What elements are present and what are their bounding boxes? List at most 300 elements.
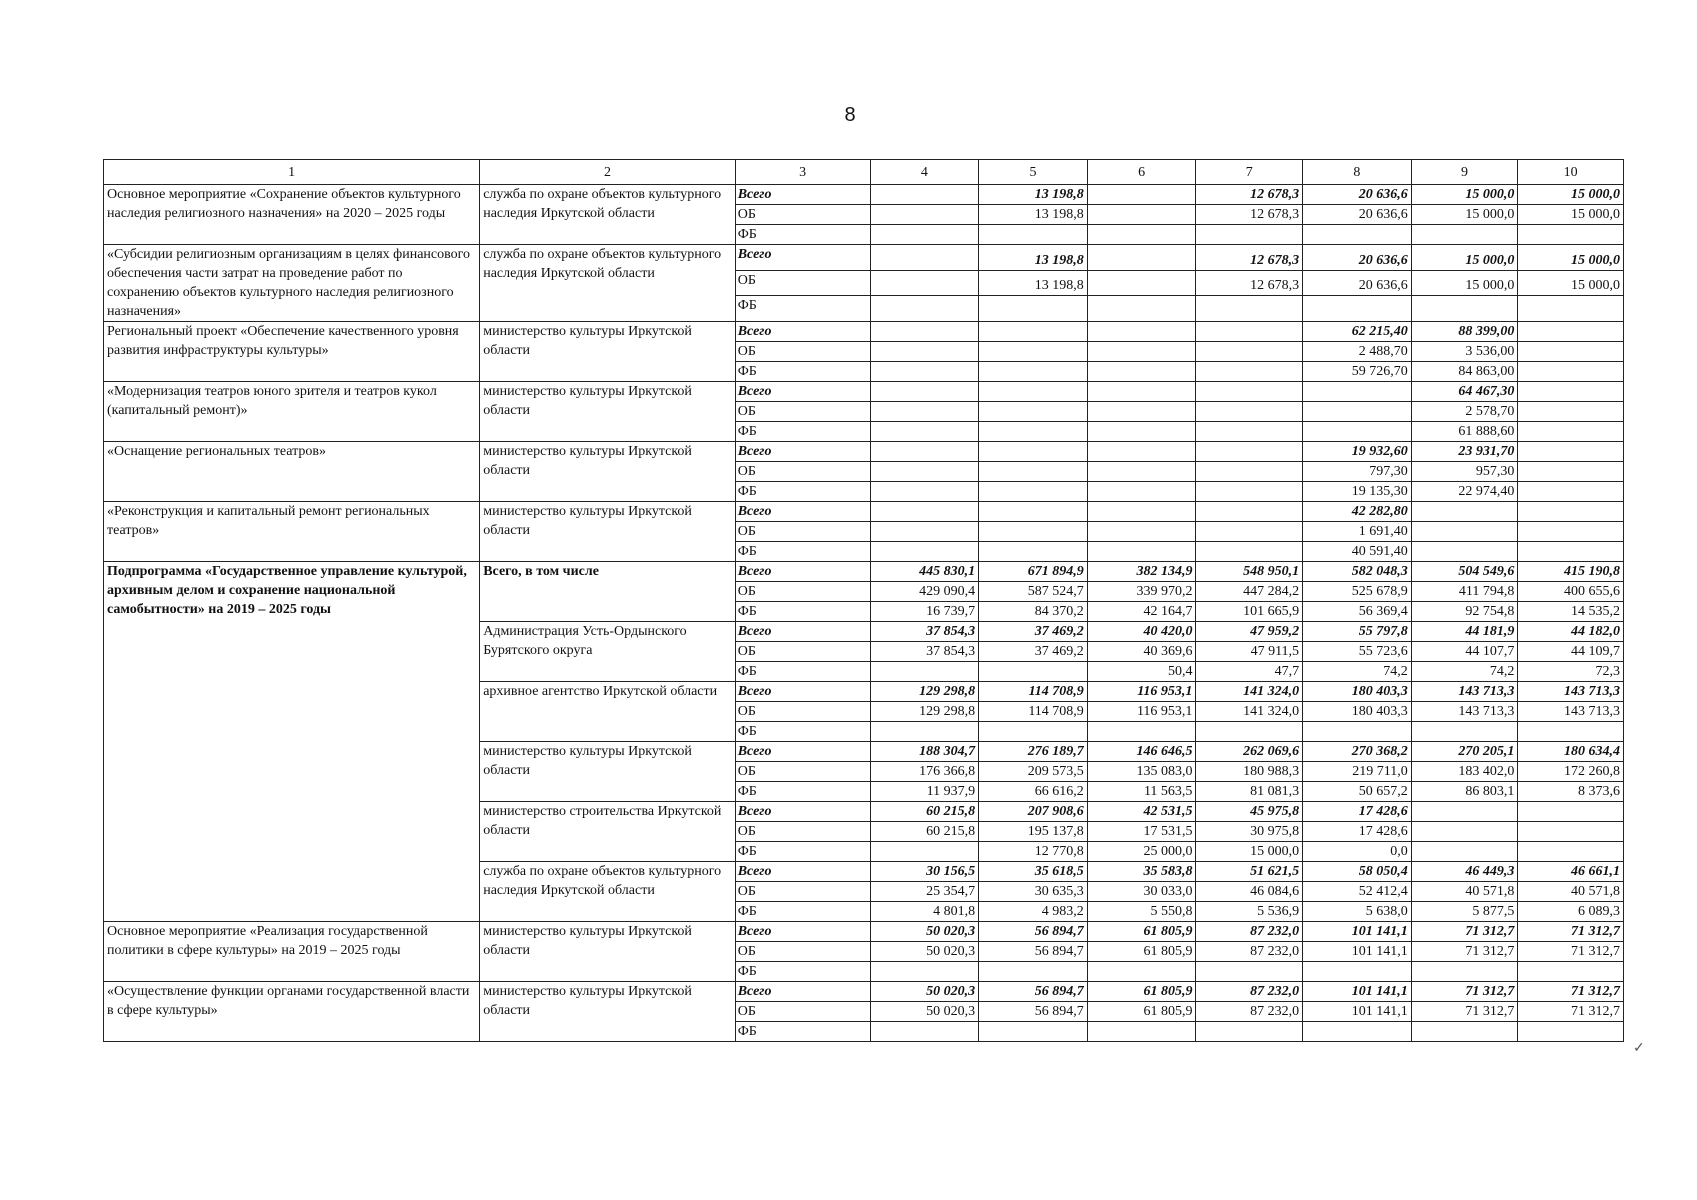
amount-cell [1518,962,1624,982]
amount-cell [870,296,979,322]
amount-cell [870,342,979,362]
amount-cell: 60 215,8 [870,802,979,822]
amount-cell [979,296,1088,322]
amount-cell [1518,842,1624,862]
amount-cell: 71 312,7 [1411,1002,1518,1022]
amount-cell [870,422,979,442]
amount-cell [1087,296,1196,322]
amount-cell [870,542,979,562]
amount-cell: 45 975,8 [1196,802,1303,822]
funding-source-cell: Всего [735,742,870,762]
amount-cell: 548 950,1 [1196,562,1303,582]
amount-cell: 44 181,9 [1411,622,1518,642]
table-row [104,982,1624,1002]
funding-source-cell: Всего [735,622,870,642]
amount-cell: 270 205,1 [1411,742,1518,762]
amount-cell [1518,442,1624,462]
amount-cell: 101 141,1 [1303,1002,1412,1022]
amount-cell: 40 420,0 [1087,622,1196,642]
amount-cell: 0,0 [1303,842,1412,862]
amount-cell [1196,422,1303,442]
amount-cell [1087,442,1196,462]
table-row [104,922,1624,942]
amount-cell [1518,296,1624,322]
amount-cell: 30 156,5 [870,862,979,882]
amount-cell [1518,722,1624,742]
amount-cell: 87 232,0 [1196,922,1303,942]
amount-cell [979,225,1088,245]
amount-cell: 25 000,0 [1087,842,1196,862]
amount-cell [1087,225,1196,245]
amount-cell [1411,842,1518,862]
measure-name-cell: «Модернизация театров юного зрителя и театров кукол (капитальный ремонт)» [104,382,480,442]
amount-cell: 13 198,8 [979,185,1088,205]
amount-cell [1196,542,1303,562]
amount-cell: 5 638,0 [1303,902,1412,922]
amount-cell: 116 953,1 [1087,702,1196,722]
funding-source-cell: ОБ [735,270,870,296]
amount-cell: 504 549,6 [1411,562,1518,582]
amount-cell: 71 312,7 [1411,982,1518,1002]
table-row [104,502,1624,522]
executor-cell: министерство культуры Иркутской области [480,322,736,382]
budget-table [103,159,1624,1042]
amount-cell [1518,502,1624,522]
amount-cell: 4 801,8 [870,902,979,922]
amount-cell [870,1022,979,1042]
amount-cell: 114 708,9 [979,702,1088,722]
amount-cell [1518,522,1624,542]
amount-cell [1411,542,1518,562]
column-number: 7 [1196,160,1303,185]
amount-cell: 59 726,70 [1303,362,1412,382]
amount-cell: 56 894,7 [979,942,1088,962]
amount-cell: 56 894,7 [979,982,1088,1002]
amount-cell [1196,722,1303,742]
funding-source-cell: ОБ [735,762,870,782]
amount-cell: 51 621,5 [1196,862,1303,882]
amount-cell: 61 805,9 [1087,982,1196,1002]
amount-cell [1411,522,1518,542]
funding-source-cell: ОБ [735,882,870,902]
amount-cell [1518,362,1624,382]
amount-cell: 129 298,8 [870,682,979,702]
amount-cell [1303,296,1412,322]
amount-cell: 47 959,2 [1196,622,1303,642]
amount-cell: 92 754,8 [1411,602,1518,622]
amount-cell: 44 107,7 [1411,642,1518,662]
amount-cell [870,402,979,422]
amount-cell: 219 711,0 [1303,762,1412,782]
amount-cell [1518,402,1624,422]
amount-cell: 15 000,0 [1518,245,1624,271]
table-row [104,245,1624,271]
amount-cell: 12 678,3 [1196,205,1303,225]
funding-source-cell: ОБ [735,205,870,225]
page-number: 8 [844,104,856,126]
amount-cell: 15 000,0 [1196,842,1303,862]
amount-cell: 42 531,5 [1087,802,1196,822]
amount-cell [870,245,979,271]
amount-cell [870,225,979,245]
amount-cell [1087,362,1196,382]
amount-cell: 42 282,80 [1303,502,1412,522]
amount-cell: 61 805,9 [1087,1002,1196,1022]
amount-cell [1087,245,1196,271]
amount-cell: 15 000,0 [1518,205,1624,225]
funding-source-cell: ФБ [735,542,870,562]
amount-cell: 12 770,8 [979,842,1088,862]
amount-cell [870,662,979,682]
amount-cell: 447 284,2 [1196,582,1303,602]
amount-cell: 71 312,7 [1518,922,1624,942]
amount-cell: 40 591,40 [1303,542,1412,562]
funding-source-cell: ОБ [735,1002,870,1022]
amount-cell: 116 953,1 [1087,682,1196,702]
amount-cell [1518,482,1624,502]
funding-source-cell: Всего [735,502,870,522]
amount-cell: 64 467,30 [1411,382,1518,402]
executor-cell: служба по охране объектов культурного наследия Иркутской области [480,245,736,322]
amount-cell [870,362,979,382]
amount-cell [979,362,1088,382]
amount-cell: 172 260,8 [1518,762,1624,782]
amount-cell [1087,342,1196,362]
amount-cell: 55 723,6 [1303,642,1412,662]
amount-cell [1411,802,1518,822]
amount-cell: 15 000,0 [1518,270,1624,296]
amount-cell: 270 368,2 [1303,742,1412,762]
amount-cell [870,185,979,205]
amount-cell: 146 646,5 [1087,742,1196,762]
amount-cell: 55 797,8 [1303,622,1412,642]
amount-cell: 40 571,8 [1411,882,1518,902]
amount-cell: 62 215,40 [1303,322,1412,342]
column-number: 3 [735,160,870,185]
amount-cell: 180 634,4 [1518,742,1624,762]
amount-cell [1087,962,1196,982]
funding-source-cell: ФБ [735,1022,870,1042]
amount-cell [1303,402,1412,422]
amount-cell: 797,30 [1303,462,1412,482]
amount-cell: 415 190,8 [1518,562,1624,582]
funding-source-cell: Всего [735,562,870,582]
amount-cell [979,962,1088,982]
amount-cell: 42 164,7 [1087,602,1196,622]
amount-cell [1087,185,1196,205]
amount-cell [979,382,1088,402]
amount-cell [979,1022,1088,1042]
amount-cell: 30 975,8 [1196,822,1303,842]
amount-cell [1087,422,1196,442]
funding-source-cell: Всего [735,862,870,882]
amount-cell [1196,296,1303,322]
amount-cell: 587 524,7 [979,582,1088,602]
executor-cell: министерство культуры Иркутской области [480,982,736,1042]
amount-cell: 71 312,7 [1518,1002,1624,1022]
amount-cell [1303,722,1412,742]
amount-cell: 180 403,3 [1303,682,1412,702]
amount-cell: 6 089,3 [1518,902,1624,922]
amount-cell: 60 215,8 [870,822,979,842]
amount-cell [1087,542,1196,562]
amount-cell: 40 369,6 [1087,642,1196,662]
measure-name-cell: «Осуществление функции органами государственной власти в сфере культуры» [104,982,480,1042]
amount-cell: 176 366,8 [870,762,979,782]
funding-source-cell: ФБ [735,422,870,442]
amount-cell: 101 141,1 [1303,982,1412,1002]
funding-source-cell: Всего [735,322,870,342]
amount-cell: 262 069,6 [1196,742,1303,762]
amount-cell: 2 488,70 [1303,342,1412,362]
column-number: 6 [1087,160,1196,185]
amount-cell: 23 931,70 [1411,442,1518,462]
funding-source-cell: ОБ [735,642,870,662]
amount-cell: 71 312,7 [1411,922,1518,942]
measure-name-cell: «Реконструкция и капитальный ремонт региональных театров» [104,502,480,562]
amount-cell [1518,342,1624,362]
executor-cell: архивное агентство Иркутской области [480,682,736,742]
amount-cell: 15 000,0 [1411,270,1518,296]
amount-cell: 20 636,6 [1303,270,1412,296]
amount-cell: 71 312,7 [1518,982,1624,1002]
amount-cell: 5 550,8 [1087,902,1196,922]
executor-cell: Администрация Усть-Ордынского Бурятского округа [480,622,736,682]
amount-cell: 135 083,0 [1087,762,1196,782]
amount-cell [1518,1022,1624,1042]
executor-cell: министерство культуры Иркутской области [480,502,736,562]
amount-cell [1518,422,1624,442]
amount-cell: 5 536,9 [1196,902,1303,922]
amount-cell [1196,482,1303,502]
amount-cell: 20 636,6 [1303,185,1412,205]
amount-cell: 5 877,5 [1411,902,1518,922]
amount-cell: 180 403,3 [1303,702,1412,722]
amount-cell: 183 402,0 [1411,762,1518,782]
table-row [104,322,1624,342]
amount-cell: 61 805,9 [1087,942,1196,962]
funding-source-cell: Всего [735,382,870,402]
funding-source-cell: Всего [735,682,870,702]
funding-source-cell: Всего [735,982,870,1002]
amount-cell [870,382,979,402]
amount-cell: 12 678,3 [1196,185,1303,205]
executor-cell: министерство культуры Иркутской области [480,922,736,982]
amount-cell [870,522,979,542]
amount-cell [1196,402,1303,422]
amount-cell [870,722,979,742]
amount-cell: 276 189,7 [979,742,1088,762]
amount-cell: 143 713,3 [1411,682,1518,702]
amount-cell [979,482,1088,502]
amount-cell: 13 198,8 [979,245,1088,271]
executor-cell: министерство культуры Иркутской области [480,442,736,502]
funding-source-cell: Всего [735,442,870,462]
amount-cell [1087,382,1196,402]
amount-cell: 81 081,3 [1196,782,1303,802]
amount-cell [1518,802,1624,822]
amount-cell: 71 312,7 [1518,942,1624,962]
amount-cell: 74,2 [1411,662,1518,682]
amount-cell: 15 000,0 [1411,185,1518,205]
amount-cell: 56 894,7 [979,922,1088,942]
amount-cell [870,322,979,342]
amount-cell: 429 090,4 [870,582,979,602]
amount-cell: 40 571,8 [1518,882,1624,902]
amount-cell [979,502,1088,522]
amount-cell: 19 135,30 [1303,482,1412,502]
amount-cell: 50 020,3 [870,922,979,942]
amount-cell: 8 373,6 [1518,782,1624,802]
column-number-row [104,160,1624,185]
amount-cell: 671 894,9 [979,562,1088,582]
measure-name-cell: Подпрограмма «Государственное управление культурой, архивным делом и сохранение национальной самобытности» на 2019 – 2025 годы [104,562,480,922]
amount-cell [979,462,1088,482]
amount-cell [1196,442,1303,462]
amount-cell: 582 048,3 [1303,562,1412,582]
funding-source-cell: ФБ [735,722,870,742]
amount-cell: 14 535,2 [1518,602,1624,622]
funding-source-cell: ОБ [735,582,870,602]
amount-cell: 88 399,00 [1411,322,1518,342]
amount-cell: 35 583,8 [1087,862,1196,882]
funding-source-cell: ОБ [735,462,870,482]
amount-cell [1411,722,1518,742]
executor-cell: служба по охране объектов культурного наследия Иркутской области [480,862,736,922]
executor-cell: служба по охране объектов культурного наследия Иркутской области [480,185,736,245]
amount-cell [1518,822,1624,842]
amount-cell: 87 232,0 [1196,1002,1303,1022]
amount-cell: 20 636,6 [1303,205,1412,225]
amount-cell [1411,225,1518,245]
column-number: 4 [870,160,979,185]
amount-cell: 15 000,0 [1518,185,1624,205]
amount-cell: 207 908,6 [979,802,1088,822]
measure-name-cell: «Субсидии религиозным организациям в целях финансового обеспечения части затрат на проведение работ по сохранению объектов культурного наследия религиозного назначения» [104,245,480,322]
amount-cell [1411,502,1518,522]
amount-cell [1087,270,1196,296]
amount-cell [1518,322,1624,342]
funding-source-cell: ФБ [735,962,870,982]
funding-source-cell: Всего [735,245,870,271]
amount-cell [1196,962,1303,982]
amount-cell: 13 198,8 [979,270,1088,296]
amount-cell [1196,362,1303,382]
amount-cell [1518,382,1624,402]
amount-cell [979,442,1088,462]
amount-cell: 195 137,8 [979,822,1088,842]
column-number: 2 [480,160,736,185]
amount-cell: 84 370,2 [979,602,1088,622]
amount-cell [1518,542,1624,562]
amount-cell: 37 469,2 [979,642,1088,662]
amount-cell: 114 708,9 [979,682,1088,702]
amount-cell: 17 531,5 [1087,822,1196,842]
amount-cell [1518,225,1624,245]
amount-cell [979,422,1088,442]
amount-cell: 47 911,5 [1196,642,1303,662]
amount-cell: 101 141,1 [1303,922,1412,942]
funding-source-cell: ФБ [735,225,870,245]
amount-cell [1196,382,1303,402]
amount-cell [1087,522,1196,542]
amount-cell: 46 661,1 [1518,862,1624,882]
amount-cell: 180 988,3 [1196,762,1303,782]
amount-cell [1303,1022,1412,1042]
amount-cell: 61 805,9 [1087,922,1196,942]
amount-cell: 19 932,60 [1303,442,1412,462]
amount-cell [979,402,1088,422]
amount-cell: 445 830,1 [870,562,979,582]
amount-cell: 66 616,2 [979,782,1088,802]
amount-cell [1087,482,1196,502]
amount-cell [1087,722,1196,742]
amount-cell: 143 713,3 [1518,702,1624,722]
amount-cell: 17 428,6 [1303,822,1412,842]
amount-cell: 15 000,0 [1411,245,1518,271]
amount-cell: 46 449,3 [1411,862,1518,882]
funding-source-cell: ФБ [735,782,870,802]
amount-cell [1411,296,1518,322]
amount-cell: 84 863,00 [1411,362,1518,382]
amount-cell [979,342,1088,362]
executor-cell: Всего, в том числе [480,562,736,622]
amount-cell [1087,462,1196,482]
amount-cell [1087,402,1196,422]
amount-cell: 56 369,4 [1303,602,1412,622]
amount-cell: 16 739,7 [870,602,979,622]
funding-source-cell: ФБ [735,662,870,682]
funding-source-cell: ОБ [735,942,870,962]
table-row [104,382,1624,402]
amount-cell: 52 412,4 [1303,882,1412,902]
amount-cell: 15 000,0 [1411,205,1518,225]
executor-cell: министерство культуры Иркутской области [480,742,736,802]
table-row [104,185,1624,205]
measure-name-cell: Региональный проект «Обеспечение качественного уровня развития инфраструктуры культуры» [104,322,480,382]
measure-name-cell: Основное мероприятие «Реализация государственной политики в сфере культуры» на 2019 – 2025 годы [104,922,480,982]
funding-source-cell: ОБ [735,822,870,842]
amount-cell [870,962,979,982]
amount-cell: 339 970,2 [1087,582,1196,602]
amount-cell [979,542,1088,562]
amount-cell [870,462,979,482]
amount-cell: 72,3 [1518,662,1624,682]
amount-cell: 87 232,0 [1196,942,1303,962]
amount-cell: 12 678,3 [1196,270,1303,296]
amount-cell [870,270,979,296]
amount-cell [1303,422,1412,442]
amount-cell: 13 198,8 [979,205,1088,225]
amount-cell: 30 635,3 [979,882,1088,902]
amount-cell: 3 536,00 [1411,342,1518,362]
amount-cell: 71 312,7 [1411,942,1518,962]
amount-cell: 58 050,4 [1303,862,1412,882]
column-number: 8 [1303,160,1412,185]
amount-cell: 17 428,6 [1303,802,1412,822]
amount-cell: 400 655,6 [1518,582,1624,602]
column-number: 9 [1411,160,1518,185]
amount-cell: 141 324,0 [1196,702,1303,722]
amount-cell: 11 563,5 [1087,782,1196,802]
column-number: 1 [104,160,480,185]
funding-source-cell: ФБ [735,482,870,502]
amount-cell [870,842,979,862]
amount-cell: 47,7 [1196,662,1303,682]
amount-cell [979,322,1088,342]
amount-cell [1518,462,1624,482]
amount-cell: 50 020,3 [870,1002,979,1022]
